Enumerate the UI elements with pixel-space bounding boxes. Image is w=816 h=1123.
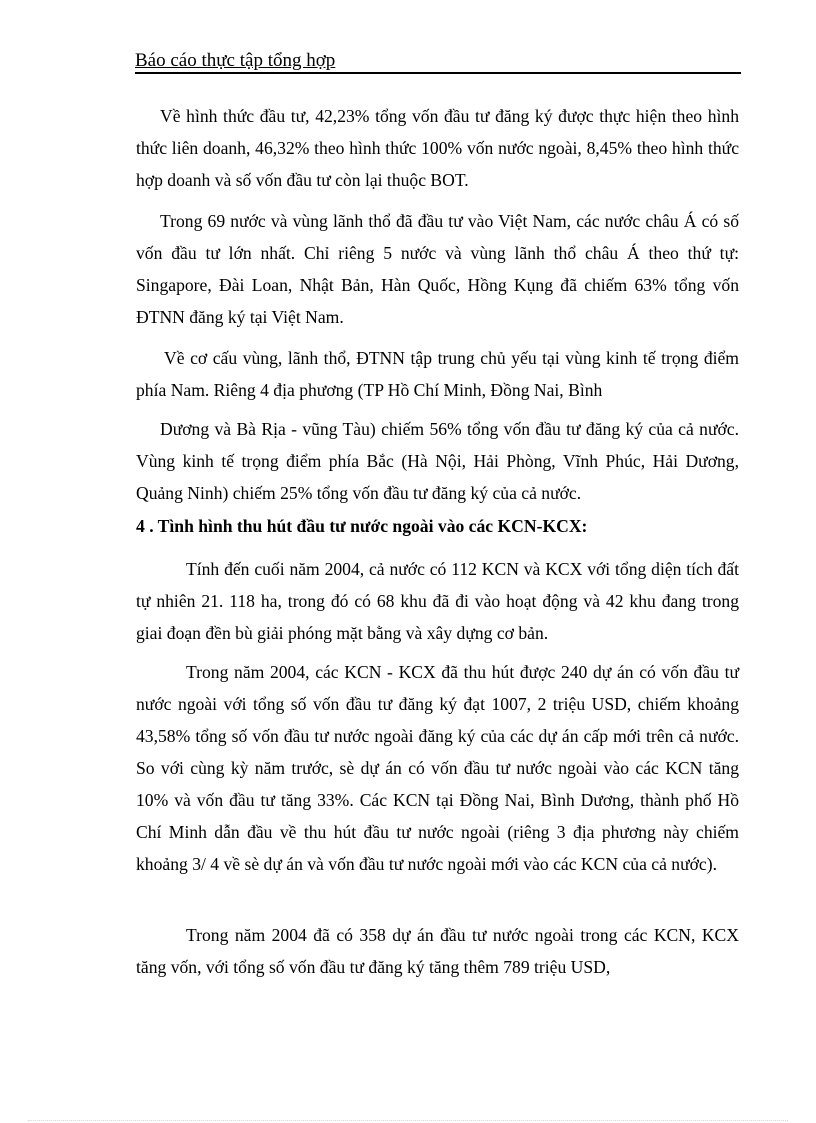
page-bottom-rule [28, 1120, 788, 1121]
section-heading: 4 . Tình hình thu hút đầu tư nước ngoài vào các KCN-KCX: [136, 516, 588, 536]
paragraph-investing-countries: Trong 69 nước và vùng lãnh thổ đã đầu tư vào Việt Nam, các nước châu Á có số vốn đầu tư lớn nhất. Chỉ riêng 5 nước và vùng lãnh thổ châu Á theo thứ tự: Singapore, Đài Loan, Nhật Bản, Hàn Quốc, Hồng Kụng đã chiếm 63% tổng vốn ĐTNN đăng ký tại Việt Nam. [136, 211, 739, 327]
page-header [135, 50, 741, 74]
paragraph-regional-structure-continued: Dương và Bà Rịa - vũng Tàu) chiếm 56% tổng vốn đầu tư đăng ký của cả nước. Vùng kinh tế trọng điểm phía Bắc (Hà Nội, Hải Phòng, Vĩnh Phúc, Hải Dương, Quảng Ninh) chiếm 25% tổng vốn đầu tư đăng ký của cả nước. [136, 419, 739, 503]
header-title: Báo cáo thực tập tổng hợp [135, 50, 336, 71]
paragraph-investment-form: Về hình thức đầu tư, 42,23% tổng vốn đầu tư đăng ký được thực hiện theo hình thức liên doanh, 46,32% theo hình thức 100% vốn nước ngoài, 8,45% theo hình thức hợp doanh và số vốn đầu tư còn lại thuộc BOT. [136, 106, 739, 190]
paragraph-regional-structure: Về cơ cấu vùng, lãnh thổ, ĐTNN tập trung chủ yếu tại vùng kinh tế trọng điểm phía Nam. Riêng 4 địa phương (TP Hồ Chí Minh, Đồng Nai, Bình [136, 348, 739, 400]
paragraph-kcn-count: Tính đến cuối năm 2004, cả nước có 112 KCN và KCX với tổng diện tích đất tự nhiên 21. 118 ha, trong đó có 68 khu đã đi vào hoạt động và 42 khu đang trong giai đoạn đền bù giải phóng mặt bằng và xây dựng cơ bản. [136, 559, 739, 643]
paragraph-kcn-capital-increase: Trong năm 2004 đã có 358 dự án đầu tư nước ngoài trong các KCN, KCX tăng vốn, với tổng số vốn đầu tư đăng ký tăng thêm 789 triệu USD, [136, 925, 739, 977]
paragraph-kcn-2004-projects: Trong năm 2004, các KCN - KCX đã thu hút được 240 dự án có vốn đầu tư nước ngoài với tổng số vốn đầu tư đăng ký đạt 1007, 2 triệu USD, chiếm khoảng 43,58% tổng số vốn đầu tư nước ngoài đăng ký của các dự án cấp mới trên cả nước. So với cùng kỳ năm trước, sè dự án có vốn đầu tư nước ngoài vào các KCN tăng 10% và vốn đầu tư tăng 33%. Các KCN tại Đồng Nai, Bình Dương, thành phố Hồ Chí Minh dẫn đầu về thu hút đầu tư nước ngoài (riêng 3 địa phương này chiếm khoảng 3/ 4 về sè dự án và vốn đầu tư nước ngoài mới vào các KCN của cả nước). [136, 662, 739, 874]
